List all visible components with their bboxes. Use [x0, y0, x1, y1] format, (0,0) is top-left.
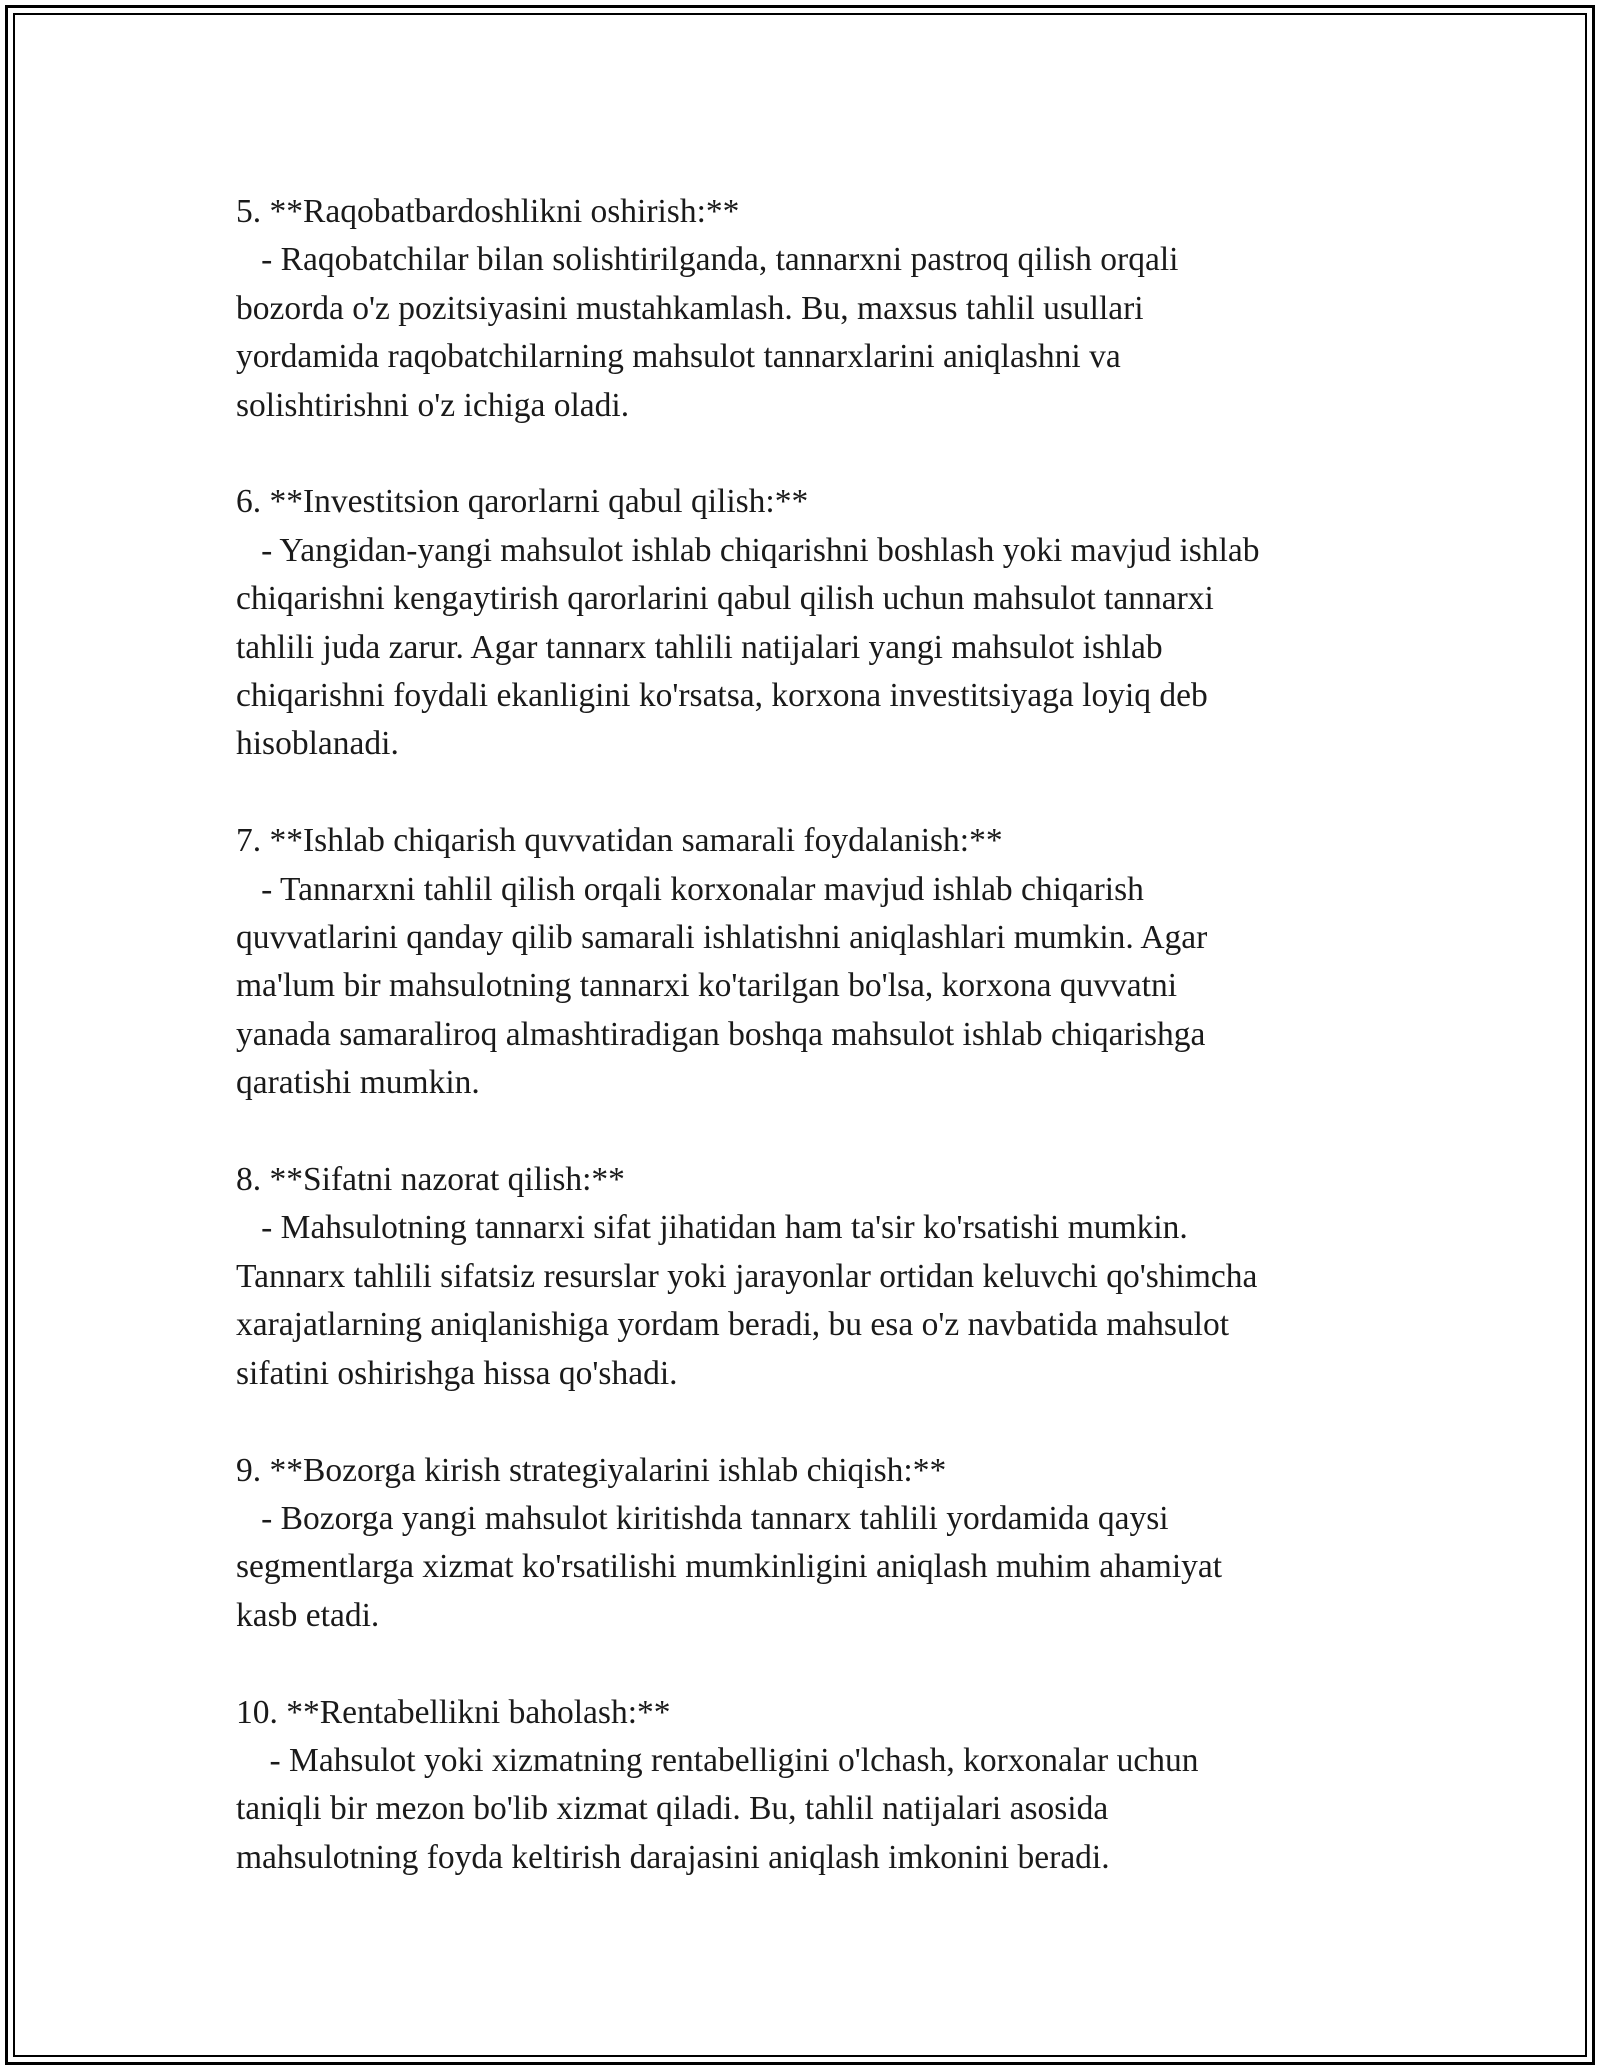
section-paragraph: - Mahsulotning tannarxi sifat jihatidan ham ta'sir ko'rsatishi mumkin. Tannarx tahlili sifatsiz resurslar yoki jarayonlar ortidan keluvchi qo'shimcha xarajatlarning aniqlanishiga yordam beradi, bu esa o'z navbatida mahsulot sifatini oshirishga hissa qo'shadi.	[236, 1209, 1258, 1392]
section-5	[236, 188, 1386, 430]
section-heading: 5. **Raqobatbardoshlikni oshirish:**	[236, 193, 740, 230]
section-heading: 6. **Investitsion qarorlarni qabul qilish:**	[236, 483, 809, 521]
section-heading: 10. **Rentabellikni baholash:**	[236, 1693, 671, 1731]
section-9	[236, 1447, 1386, 1641]
section-heading: 8. **Sifatni nazorat qilish:**	[236, 1161, 625, 1199]
section-paragraph: - Mahsulot yoki xizmatning rentabelligini o'lchash, korxonalar uchun taniqli bir mezon bo'lib xizmat qiladi. Bu, tahlil natijalari asosida mahsulotning foyda keltirish darajasini aniqlash imkonini beradi.	[236, 1741, 1199, 1876]
section-paragraph: - Tannarxni tahlil qilish orqali korxonalar mavjud ishlab chiqarish quvvatlarini qanday qilib samarali ishlatishni aniqlashlari mumkin. Agar ma'lum bir mahsulotning tannarxi ko'tarilgan bo'lsa, korxona quvvatni yanada samaraliroq almashtiradigan boshqa mahsulot ishlab chiqarishga qaratishi mumkin.	[236, 870, 1208, 1102]
section-heading: 9. **Bozorga kirish strategiyalarini ishlab chiqish:**	[236, 1451, 947, 1489]
section-paragraph: - Yangidan-yangi mahsulot ishlab chiqarishni boshlash yoki mavjud ishlab chiqarishni kengaytirish qarorlarini qabul qilish uchun mahsulot tannarxi tahlili juda zarur. Agar tannarx tahlili natijalari yangi mahsulot ishlab chiqarishni foydali ekanligini ko'rsatsa, korxona investitsiyaga loyiq deb hisoblanadi.	[236, 531, 1260, 763]
section-heading: 7. **Ishlab chiqarish quvvatidan samarali foydalanish:**	[236, 822, 1003, 860]
section-paragraph: - Raqobatchilar bilan solishtirilganda, tannarxni pastroq qilish orqali bozorda o'z pozitsiyasini mustahkamlash. Bu, maxsus tahlil usullari yordamida raqobatchilarning mahsulot tannarxlarini aniqlashni va solishtirishni o'z ichiga oladi.	[236, 241, 1179, 424]
section-8	[236, 1156, 1386, 1398]
section-10	[236, 1689, 1386, 1883]
section-paragraph: - Bozorga yangi mahsulot kiritishda tannarx tahlili yordamida qaysi segmentlarga xizmat ko'rsatilishi mumkinligini aniqlash muhim ahamiyat kasb etadi.	[236, 1499, 1223, 1634]
section-6	[236, 478, 1386, 768]
section-7	[236, 817, 1386, 1107]
document-body	[236, 188, 1386, 1931]
